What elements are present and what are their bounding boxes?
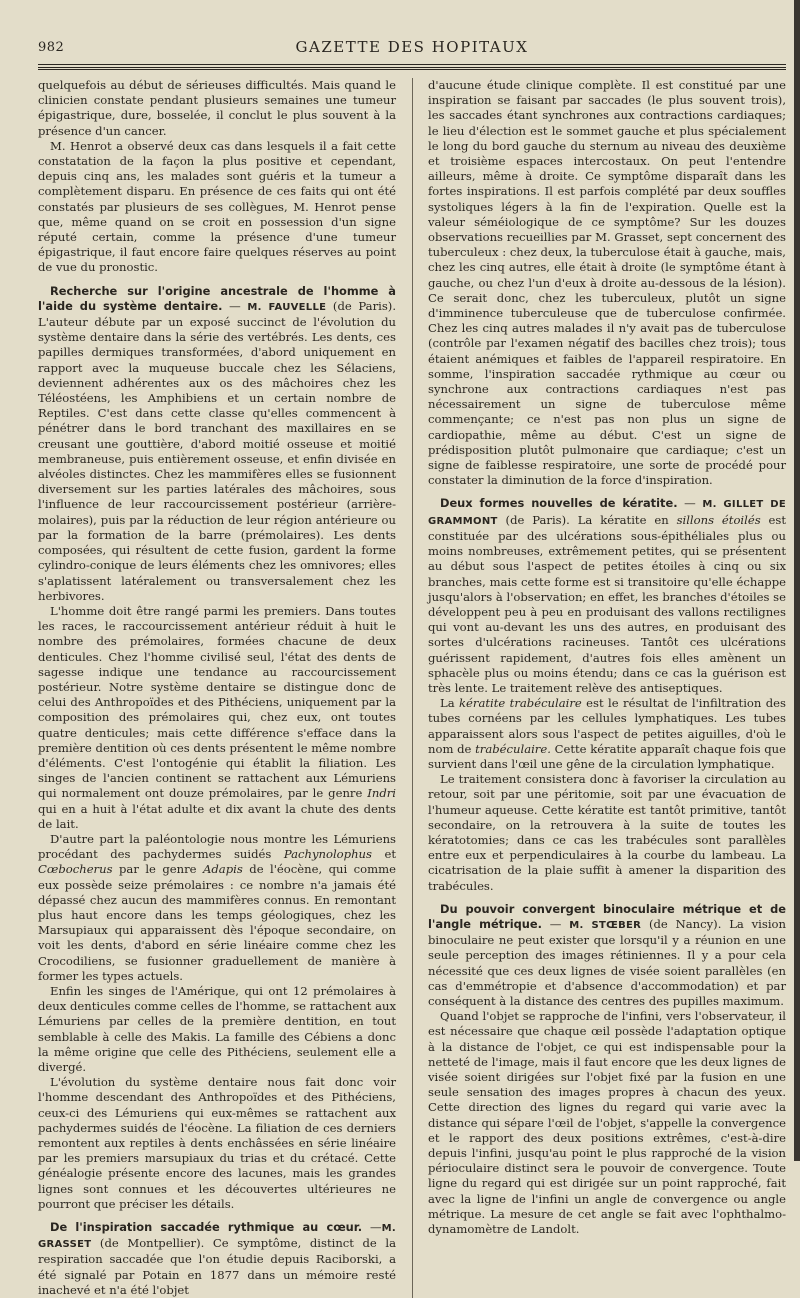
right-column bbox=[428, 78, 786, 1298]
page-edge-shadow bbox=[794, 0, 800, 1161]
paragraph-text: L'homme doit être rangé parmi les premiers. Dans toutes les races, le raccourcissement antérieur réduit à huit le nombre des prémolaires, formées chacune de deux denticules. Chez l'homme civilisé seul, l'état des dents de sagesse indique une tendance au raccourcissement postérieur. Notre système dentaire se distingue donc de celui des Anthropoïdes et des Pithéciens, uniquement par la composition des prémolaires qui, chez eux, ont toutes quatre denticules; mais cette différence s'efface dans la première dentition où ces dents présentent le même nombre d'éléments. C'est l'ontogénie qui établit la filiation. Les singes de l'ancien continent se rattachent aux Lémuriens qui normalement ont douze prémolaires, par le genre bbox=[38, 603, 396, 801]
emphasis: kératite trabéculaire bbox=[459, 696, 582, 711]
journal-title: GAZETTE DES HOPITAUX bbox=[295, 38, 529, 56]
paragraph bbox=[38, 832, 396, 984]
section-heading: Recherche sur l'origine ancestrale de l'homme à l'aide du système dentaire. bbox=[38, 283, 396, 313]
paragraph-text: D'autre part la paléontologie nous montre les Lémuriens procédant des pachydermes suidés bbox=[38, 831, 396, 862]
paragraph: Enfin les singes de l'Amérique, qui ont 12 prémolaires à deux denticules comme celles de l'homme, se rattachent aux Lémuriens par celles de la première dentition, en tout semblable à celle des Makis. La famille des Cébiens a donc la même origine que celle des Pithéciens, seulement elle a divergé. bbox=[38, 983, 396, 1074]
paragraph: Le traitement consistera donc à favoriser la circulation au retour, soit par une péritomie, soit par une évacuation de l'humeur aqueuse. Cette kératite est tantôt primitive, tantôt secondaire, on la retrouvera à la suite de toutes les kératotomies; dans ce cas les trabécules sont parallèles entre eux et perpendiculaires à la courbe du lambeau. La cicatrisation de la plaie suffit à amener la disparition des trabécules. bbox=[428, 772, 786, 893]
emphasis: sillons étoilés bbox=[676, 512, 761, 527]
column-divider bbox=[412, 78, 413, 1298]
paragraph-text: (de Paris). L'auteur débute par un exposé succinct de l'évolution du système dentaire dans la série des vertébrés. Les dents, ces papilles dermiques transformées, d'abord uniquement en rapport avec la muqueuse buccale chez les Sélaciens, deviennent adhérentes aux os des mâchoires chez les Téléostéens, les Amphibiens et un certain nombre de Reptiles. C'est dans cette classe qu'elles commencent à pénétrer dans le bord tranchant des maxillaires en se creusant une gouttière, d'abord moitié osseuse et moitié membraneuse, puis entièrement osseuse, et enfin divisée en alvéoles distinctes. Chez les mammifères elles se fusionnent diversement sur les parties latérales des mâchoires, sous l'influence de leur raccourcissement postérieur (arrière-molaires), puis par la réduction de leur région antérieure ou par la formation de la barre (prémolaires). Les dents composées, qui résultent de cette fusion, gardent la forme cylindro-conique de leurs éléments chez les omnivores; elles s'aplatissent latéralement ou transversalement chez les herbivores. bbox=[38, 298, 397, 603]
paragraph-text: de l'éocène, qui comme eux possède seize prémolaires : ce nombre n'a jamais été dépassé chez aucun des mammifères connus. En remontant plus haut encore dans les temps géologiques, chez les Marsupiaux qui apparaissent dès l'époque secondaire, on voit les dents, d'abord en série linéaire comme chez les Crocodiliens, se fusionner graduellement de manière à former les types actuels. bbox=[38, 862, 396, 983]
paragraph: L'évolution du système dentaire nous fait donc voir l'homme descendant des Anthropoïdes et des Pithéciens, ceux-ci des Lémuriens qui eux-mêmes se rattachent aux pachydermes suidés de l'éocène. La filiation de ces derniers remontent aux reptiles à dents enchâssées en série linéaire par les premiers marsupiaux du trias et du crétacé. Cette généalogie présente encore des lacunes, mais les grandes lignes sont connues et les découvertes ultérieures ne pourront que préciser les détails. bbox=[38, 1075, 396, 1211]
section-heading: Du pouvoir convergent binoculaire métrique et de l'angle métrique. bbox=[428, 901, 786, 931]
page-number: 982 bbox=[38, 40, 65, 55]
left-column bbox=[38, 78, 396, 1298]
paragraph bbox=[38, 604, 396, 832]
genus-name: Cœbocherus bbox=[38, 862, 113, 877]
text-columns bbox=[38, 78, 786, 1298]
paragraph-text: Cette kératite apparaît chaque fois que survient dans l'œil une gêne de la circulation lymphatique. bbox=[428, 741, 786, 771]
section-keratitis bbox=[428, 496, 786, 696]
paragraph: Quand l'objet se rapproche de l'infini, vers l'observateur, il est nécessaire que chaque œil possède l'adaptation optique à la distance de l'objet, ce qui est indispensable pour la netteté de l'image, mais il faut encore que les deux lignes de visée soient dirigées sur l'objet fixé par la fusion en une seule sensation des images propres à chacun des yeux. Cette direction des lignes du regard qui varie avec la distance qui sépare l'œil de l'objet, s'appelle la convergence et le rapport des deux positions extrêmes, c'est-à-dire depuis l'infini, jusqu'au point le plus rapproché de la vision périoculaire distinct sera le pouvoir de convergence. Toute ligne du regard qui est dirigée sur un point rapproché, fait avec la ligne de l'infini un angle de convergence ou angle métrique. La mesure de cet angle se fait avec l'ophthalmo-dynamomètre de Landolt. bbox=[428, 1009, 786, 1237]
paragraph-text: qui en a huit à l'état adulte et dix avant la chute des dents de lait. bbox=[38, 801, 396, 831]
section-heading: Deux formes nouvelles de kératite. bbox=[440, 496, 678, 511]
author-name: M. GILLET DE GRAMMONT bbox=[428, 499, 786, 527]
author-name: M. GRASSET bbox=[38, 1223, 397, 1251]
dash: — bbox=[541, 916, 570, 931]
header-rule bbox=[38, 64, 786, 65]
genus-name: Indri bbox=[367, 786, 397, 801]
paragraph: quelquefois au début de sérieuses difficultés. Mais quand le clinicien constate pendant plusieurs semaines une tumeur épigastrique, dure, bosselée, il conclut le plus souvent à la présence d'un cancer. bbox=[38, 78, 396, 138]
section-inspiration bbox=[38, 1220, 396, 1298]
header-double-rule bbox=[38, 67, 786, 70]
paragraph: M. Henrot a observé deux cas dans lesquels il a fait cette constatation de la façon la plus positive et cependant, depuis cinq ans, les malades sont guéris et la tumeur a complètement disparu. En présence de ces faits qui ont été constatés par plusieurs de ses collègues, M. Henrot pense que, même quand on se croit en possession d'un signe réputé certain, comme la présence d'une tumeur épigastrique, il faut encore faire quelques réserves au point de vue du pronostic. bbox=[38, 138, 396, 275]
author-name: M. FAUVELLE bbox=[247, 301, 327, 313]
page-header bbox=[38, 36, 786, 60]
paragraph bbox=[428, 696, 786, 772]
section-dental-system bbox=[38, 284, 396, 604]
paragraph-text: (de Paris). La kératite en bbox=[497, 512, 677, 527]
paragraph-text: La bbox=[440, 696, 460, 711]
paragraph-text: est constituée par des ulcérations sous-épithéliales plus ou moins nombreuses, extrêmement petites, qui se présentent au début sous l'aspect de petites étoiles à cinq ou six branches, mais cette forme est si transitoire qu'elle échappe jusqu'alors à l'observation; en effet, les branches d'étoiles se développent peu à peu en produisant des vallons rectilignes qui vont au-devant les uns des autres, en produisant des sortes d'ulcérations racineuses. Tantôt ces ulcérations guérissent rapidement, d'autres fois elles amènent un sphacèle plus ou moins étendu; dans ce cas la guérison est très lente. Le traitement relève des antiseptiques. bbox=[428, 512, 787, 695]
dash: — bbox=[362, 1220, 382, 1235]
dash: — bbox=[222, 298, 248, 313]
genus-name: Adapis bbox=[203, 862, 243, 877]
section-convergence bbox=[428, 902, 786, 1009]
section-heading: De l'inspiration saccadée rythmique au cœur. bbox=[50, 1220, 363, 1235]
dash: — bbox=[677, 496, 703, 511]
paragraph-text: (de Nancy). La vision binoculaire ne peut exister que lorsqu'il y a réunion en une seule perception des images rétiniennes. Il y a pour cela nécessité que ces deux lignes de visée soient parallèles (en cas d'emmétropie et d'absence d'accommodation) et par conséquent à la distance des centres des pupilles maximum. bbox=[428, 916, 786, 1008]
paragraph: d'aucune étude clinique complète. Il est constitué par une inspiration se faisant par saccades (le plus souvent trois), les saccades étant synchrones aux contractions cardiaques; le lieu d'élection est le sommet gauche et plus spécialement le long du bord gauche du sternum au niveau des deuxième et troisième espaces intercostaux. On peut l'entendre ailleurs, même à droite. Ce symptôme disparaît dans les fortes inspirations. Il est parfois complété par deux souffles systoliques légers à la fin de l'expiration. Quelle est la valeur séméiologique de ce symptôme? Sur les douzes observations recueillies par M. Grasset, sept concernent des tuberculeux : chez deux, la tuberculose était à gauche, mais, chez les cinq autres, elle était à droite (le symptôme étant à gauche, ou chez l'un d'eux à droite au-dessous de la lésion). Ce serait donc, chez les tuberculeux, plutôt un signe d'imminence tuberculeuse que de tuberculose confirmée. Chez les cinq autres malades il n'y avait pas de tuberculose (contrôle par l'examen négatif des bacilles chez trois); tous étaient anémiques et faibles de l'appareil respiratoire. En somme, l'inspiration saccadée rythmique au cœur ou synchrone aux contractions cardiaques n'est pas nécessairement un signe de tuberculose même commençante; ce n'est pas non plus un signe de cardiopathie, même au début. C'est un signe de prédisposition plutôt pulmonaire que cardiaque; c'est un signe de faiblesse respiratoire, une sorte de procédé pour constater la diminution de la force d'inspiration. bbox=[428, 78, 786, 488]
emphasis: trabéculaire. bbox=[475, 741, 551, 756]
author-name: M. STŒBER bbox=[569, 919, 642, 931]
paragraph-text: par le genre bbox=[112, 862, 204, 877]
paragraph-text: est le résultat de l'infiltration des tubes cornéens par les cellules lymphatiques. Les tubes apparaissent alors sous l'aspect de petites aiguilles, d'où le nom de bbox=[428, 696, 786, 756]
genus-name: Pachynolophus bbox=[283, 847, 372, 862]
paragraph-text: (de Montpellier). Ce symptôme, distinct de la respiration saccadée que l'on étudie depuis Raciborski, a été signalé par Potain en 1877 dans un mémoire resté inachevé et n'a été l'objet bbox=[38, 1236, 396, 1297]
paragraph-text: et bbox=[371, 847, 396, 862]
